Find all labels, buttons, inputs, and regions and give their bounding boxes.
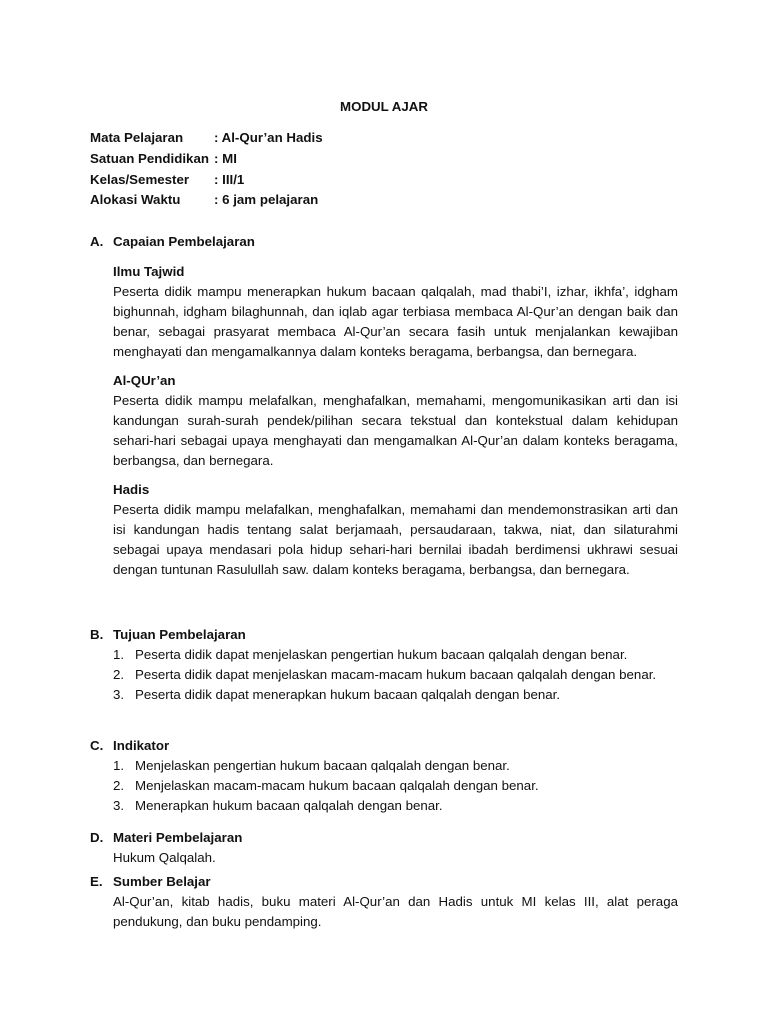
meta-label: Kelas/Semester	[90, 171, 190, 187]
meta-label: Satuan Pendidikan	[90, 151, 209, 167]
section-letter: D.	[90, 830, 104, 845]
list-number: 2.	[113, 667, 125, 682]
subsection-title: Hadis	[113, 482, 150, 497]
subsection-text: Peserta didik mampu melafalkan, menghafalkan, memahami, mengomunikasikan arti dan isi kandungan surah-surah pendek/pilihan secara tekstual dan kontekstual dalam kehidupan sehari-hari sebagai upaya menghayati dan mengamalkan Al-Qur’an dalam konteks beragama, berbangsa, dan bernegara.	[113, 393, 678, 468]
meta-value: : III/1	[214, 171, 245, 187]
section-title: Sumber Belajar	[113, 874, 211, 889]
section-heading	[90, 872, 678, 892]
section-title: Tujuan Pembelajaran	[113, 627, 246, 642]
subsection-title: Ilmu Tajwid	[113, 264, 185, 279]
list-text: Peserta didik dapat menjelaskan pengertian hukum bacaan qalqalah dengan benar.	[135, 647, 628, 662]
meta-value: : MI	[214, 151, 237, 167]
subsection-hadith	[113, 480, 678, 580]
section-letter: A.	[90, 234, 104, 249]
list-number: 1.	[113, 647, 125, 662]
section-heading	[90, 828, 678, 848]
list-number: 3.	[113, 798, 125, 813]
list-text: Peserta didik dapat menjelaskan macam-macam hukum bacaan qalqalah dengan benar.	[135, 667, 657, 682]
indicators-list	[113, 756, 678, 816]
subsection-text: Peserta didik mampu melafalkan, menghafalkan, memahami dan mendemonstrasikan arti dan isi kandungan hadis tentang salat berjamaah, persaudaraan, takwa, niat, dan silaturahmi sebagai upaya mendasari pola hidup sehari-hari bernilai ibadah berdimensi ukhrawi sesuai dengan tuntunan Rasulullah saw. dalam konteks beragama, berbangsa, dan bernegara.	[113, 502, 678, 577]
subsection-title: Al-QUr’an	[113, 373, 176, 388]
meta-value: : Al-Qur’an Hadis	[214, 130, 323, 146]
section-title: Materi Pembelajaran	[113, 830, 243, 845]
list-number: 2.	[113, 778, 125, 793]
objectives-list	[113, 645, 678, 705]
meta-row-subject	[90, 128, 323, 149]
subsection-quran	[113, 371, 678, 471]
list-text: Menjelaskan macam-macam hukum bacaan qalqalah dengan benar.	[135, 778, 539, 793]
section-learning-objectives	[90, 625, 678, 705]
meta-row-time-allocation	[90, 190, 323, 211]
section-letter: B.	[90, 627, 104, 642]
list-number: 3.	[113, 687, 125, 702]
section-heading	[90, 625, 678, 645]
identity-table	[90, 128, 323, 211]
section-letter: C.	[90, 738, 104, 753]
section-letter: E.	[90, 874, 103, 889]
meta-label: Alokasi Waktu	[90, 192, 181, 208]
section-heading	[90, 232, 678, 252]
section-title: Capaian Pembelajaran	[113, 234, 255, 249]
list-item	[113, 665, 678, 685]
meta-row-class-semester	[90, 169, 323, 190]
subsection-tajwid	[113, 262, 678, 362]
section-title: Indikator	[113, 738, 170, 753]
meta-value: : 6 jam pelajaran	[214, 192, 319, 208]
section-learning-material	[90, 828, 678, 868]
resources-text: Al-Qur’an, kitab hadis, buku materi Al-Qur’an dan Hadis untuk MI kelas III, alat peraga pendukung, dan buku pendamping.	[113, 894, 678, 929]
section-indicators	[90, 736, 678, 816]
meta-label: Mata Pelajaran	[90, 130, 184, 146]
list-item	[113, 796, 678, 816]
section-learning-resources	[90, 872, 678, 932]
material-text: Hukum Qalqalah.	[113, 850, 216, 865]
list-item	[113, 776, 678, 796]
list-item	[113, 685, 678, 705]
list-number: 1.	[113, 758, 125, 773]
list-text: Menjelaskan pengertian hukum bacaan qalqalah dengan benar.	[135, 758, 510, 773]
list-item	[113, 756, 678, 776]
list-text: Peserta didik dapat menerapkan hukum bacaan qalqalah dengan benar.	[135, 687, 561, 702]
subsection-text: Peserta didik mampu menerapkan hukum bacaan qalqalah, mad thabi’I, izhar, ikhfa’, idgham bighunnah, idgham bilaghunnah, dan iqlab agar terbiasa membaca Al-Qur’an dengan baik dan benar, sebagai prasyarat membaca Al-Qur’an secara fasih untuk menjalankan kewajiban menghayati dan mengamalkannya dalam konteks beragama, berbangsa, dan bernegara.	[113, 284, 678, 359]
list-text: Menerapkan hukum bacaan qalqalah dengan benar.	[135, 798, 443, 813]
document-title: MODUL AJAR	[340, 99, 428, 114]
section-learning-outcomes	[90, 232, 678, 580]
section-heading	[90, 736, 678, 756]
meta-row-school-unit	[90, 149, 323, 170]
list-item	[113, 645, 678, 665]
